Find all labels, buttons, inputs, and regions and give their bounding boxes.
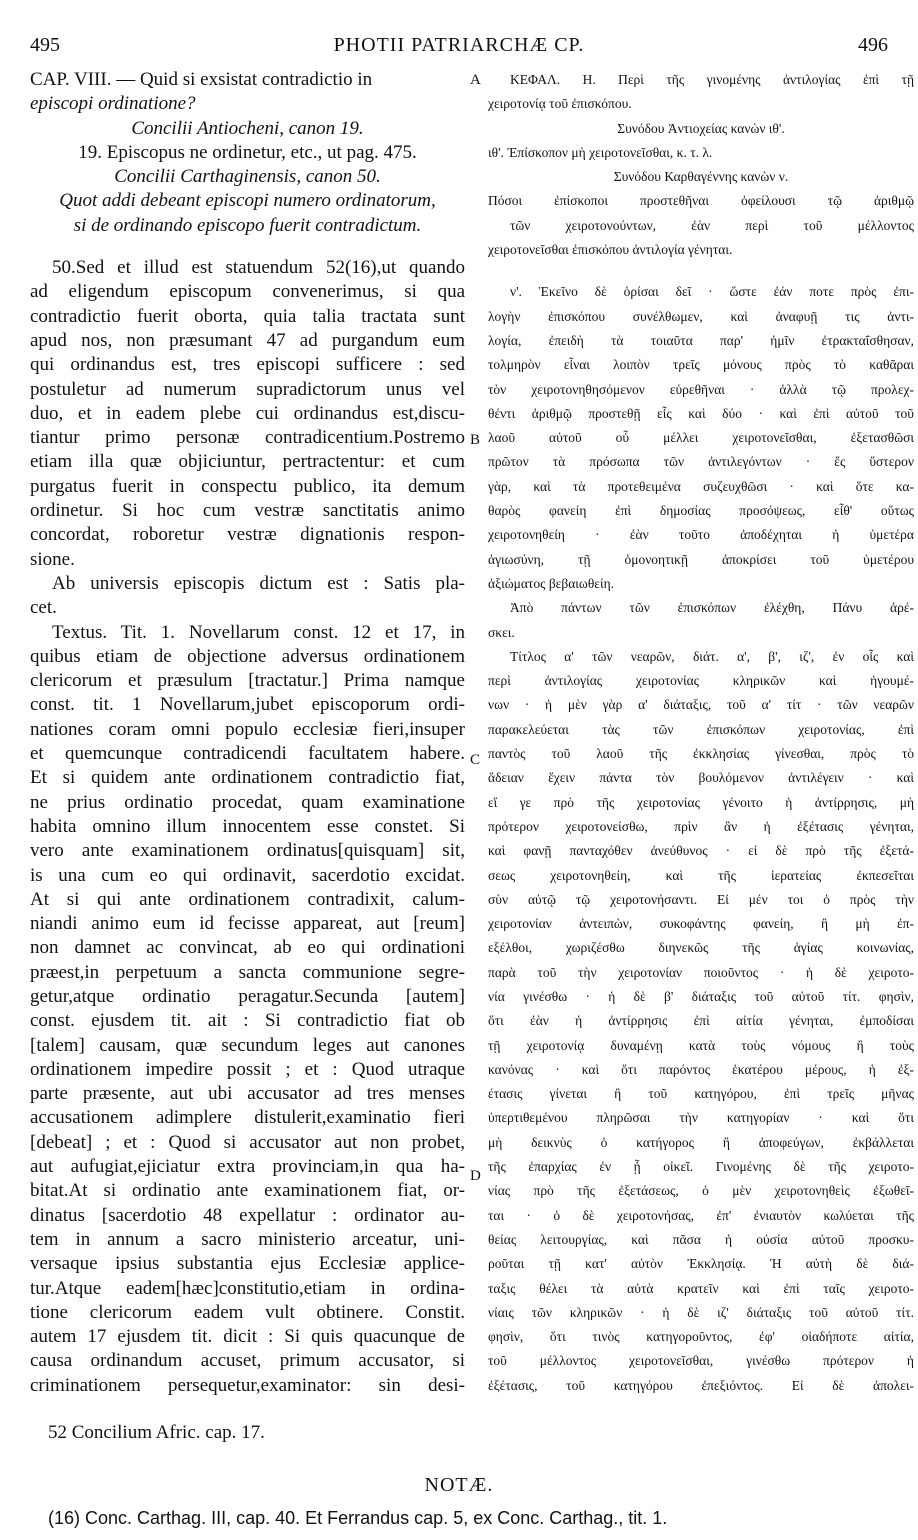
greek-line: ται · ὁ δὲ χειροτονήσας, ἐπ' ἐνιαυτὸν κωλύεται τῆς: [488, 1207, 914, 1223]
greek-line: ὑπερτιθεμένου πληρῶσαι τὴν κατηγορίαν · καὶ ὅτι: [488, 1110, 914, 1126]
section-heading: Concilii Antiocheni, canon 19.: [131, 117, 364, 139]
text-line: Ab universis episcopis dictum est : Satis pla-: [52, 572, 465, 594]
text-line: tione clericorum eadem vult obtinere. Constit.: [30, 1301, 465, 1323]
text-line: Et si quidem ante ordinationem contradictio fiat,: [30, 767, 465, 789]
text-line: [talem] causam, quæ secundum leges aut canones: [30, 1034, 465, 1056]
greek-line: καὶ φανῇ πανταχόθεν ἀνεύθυνος · εἰ δὲ πρὸ τῆς ἐξετά-: [488, 843, 914, 859]
greek-line: εἴ γε πρὸ τῆς χειροτονίας γένοιτο ἡ ἀντίρρησις, μὴ: [488, 794, 914, 810]
greek-line: Ἀπὸ πάντων τῶν ἐπισκόπων ἐλέχθη, Πάνυ ἀρέ-: [510, 600, 914, 616]
text-line: niandi animo eum id fecisse appareat, aut [reum]: [30, 913, 465, 935]
greek-line: νίαις τῶν κληρικῶν · ἡ δὲ ιζ' διάταξις τοῦ αὐτοῦ τίτ.: [488, 1304, 914, 1320]
text-line: quibus etiam de objectione adversus ordinationem: [30, 645, 465, 667]
text-line: tiantur primo personæ contradicentium.Postremo: [30, 427, 465, 449]
greek-line: ν'. Ἐκεῖνο δὲ ὁρίσαι δεῖ · ὥστε ἐάν ποτε πρὸς ἐπι-: [510, 284, 914, 300]
text-line: ordinetur. Si hoc cum vestræ sanctitatis animo: [30, 500, 465, 522]
text-line: 50.Sed et illud est statuendum 52(16),ut quando: [52, 257, 465, 279]
text-line: habita omnino illum innocentem esse constet. Si: [30, 815, 465, 837]
running-title: PHOTII PATRIARCHÆ CP.: [333, 34, 585, 56]
greek-line: χειροτονεῖσθαι ἐπισκόπου ἀντιλογία γένηται.: [488, 242, 733, 258]
greek-line: θείας λειτουργίας, καὶ πᾶσα ἡ οὐσία αὐτοῦ προσκυ-: [488, 1231, 914, 1247]
greek-line: θαρὸς φανείη ἐπὶ δημοσίας προσόψεως, εἶθ' οὕτως: [488, 503, 914, 519]
greek-line: εξέλθοι, χωριζέσθω διηνεκῶς τῆς ἁγίας κοινωνίας,: [488, 940, 914, 956]
left-page-number: 495: [30, 34, 60, 56]
greek-line: σκει.: [488, 624, 515, 640]
text-line: const. tit. 1 Novellarum,jubet episcoporum ordi-: [30, 694, 465, 716]
notae-text: (16) Conc. Carthag. III, cap. 40. Et Ferrandus cap. 5, ex Conc. Carthag., tit. 1.: [48, 1508, 668, 1528]
text-line: apud nos, non præsumant 47 ad purgandum eum: [30, 329, 465, 351]
greek-line: φησὶν, ὅτι τινὸς κατηγοροῦντος, ἐφ' οἱαδήποτε αἰτία,: [488, 1329, 914, 1345]
text-line: dinatus [sacerdotio 48 expellatur : ordinator au-: [30, 1204, 465, 1226]
greek-line: κανόνας · καὶ ὅτι παρόντος ἑκατέρου μέρους, ἡ ἐξ-: [488, 1061, 914, 1077]
greek-line: τῆς ἐπαρχίας ἐν ᾗ οἰκεῖ. Γινομένης δὲ τῆς χειροτο-: [488, 1159, 914, 1175]
text-line: aut aufugiat,ejiciatur extra provinciam,in qua ha-: [30, 1156, 465, 1178]
greek-line: ἄδειαν ἔχειν πάντα τὸν βουλόμενον ἀντιλέγειν · καὶ: [488, 770, 914, 786]
text-line: ad eligendum episcopum convenerimus, si qua: [30, 281, 465, 303]
text-line: autem 17 ejusdem tit. dicit : Si quis quacunque de: [30, 1326, 465, 1348]
greek-line: νων · ἡ μὲν γὰρ α' διάταξις, τοῦ α' τίτ · τῶν νεαρῶν: [488, 697, 914, 713]
text-line: tem in annum a sacro ministerio arceatur, uni-: [30, 1228, 465, 1250]
text-line: criminationem persequetur,examinator: sin desi-: [30, 1374, 465, 1396]
text-line: At si qui ante ordinationem contradixit, calum-: [30, 888, 465, 910]
latin-column: [30, 68, 465, 1398]
right-page-number: 496: [858, 34, 888, 56]
greek-line: χειροτονίᾳ τοῦ ἐπισκόπου.: [488, 96, 632, 112]
text-line: [debeat] ; et : Quod si accusator aut non probet,: [30, 1131, 465, 1153]
greek-line: νίας πρὸ τῆς ἐξετάσεως, ὁ μὲν χειροτονηθεὶς ἐξωθεῖ-: [488, 1183, 914, 1199]
text-line: tur.Atque eadem[hæc]constitutio,etiam in ordina-: [30, 1277, 465, 1299]
text-line: bitat.At si ordinatio ante examinationem fiat, or-: [30, 1180, 465, 1202]
canon-line: 19. Episcopus ne ordinetur, etc., ut pag. 475.: [78, 141, 417, 163]
text-line: causa ordinandum accuset, primum accusator, si: [30, 1350, 465, 1372]
greek-line: Πόσοι ἐπίσκοποι προστεθῆναι ὀφείλουσι τῷ ἀριθμῷ: [488, 193, 914, 209]
text-line: accusationem adimplere distulerit,examinatio fieri: [30, 1107, 465, 1129]
chapter-heading-cont: episcopi ordinatione?: [30, 93, 196, 115]
greek-line: Τίτλος α' τῶν νεαρῶν, διάτ. α', β', ιζ', ἐν οἷς καὶ: [510, 648, 914, 664]
margin-marker-c: C: [470, 752, 481, 768]
text-line: et quemcunque contradicendi facultatem habere.: [30, 743, 465, 765]
text-line: concordat, roboretur vestræ dignationis respon-: [30, 524, 465, 546]
greek-line: παντὸς τοῦ λαοῦ τῆς ἐκκλησίας γίνεσθαι, πρὸς τὸ: [488, 746, 914, 762]
greek-line: παρὰ τοῦ τὴν χειροτονίαν ποιοῦντος · ἡ δὲ χειροτο-: [488, 964, 914, 980]
greek-line: τῶν χειροτονούντων, ἐὰν περὶ τοῦ μέλλοντος: [510, 217, 914, 233]
text-line: parte præsente, aut ubi accusator ad tres menses: [30, 1083, 465, 1105]
text-line: is una cum eo qui ordinavit, sacerdotio excidat.: [30, 864, 465, 886]
textus-line: Textus. Tit. 1. Novellarum const. 12 et 17, in: [52, 621, 465, 643]
greek-line: πρῶτον τὰ πρόσωπα τῶν ἀντιλεγόντων · ἔς ὕστερον: [488, 454, 914, 470]
greek-section-heading: Συνόδου Ἀντιοχείας κανὼν ιθ'.: [617, 120, 785, 136]
chapter-heading: CAP. VIII. — Quid si exsistat contradictio in: [30, 69, 373, 90]
greek-line: γὰρ, καὶ τὰ προτεθειμένα συζευχθῶσι · καὶ ὅτε κα-: [488, 478, 914, 494]
margin-marker-d: D: [470, 1168, 481, 1184]
greek-line: πρότερον χειροτονείσθω, πρὶν ἂν ἡ ἐξέτασις γένηται,: [488, 818, 914, 834]
footnote: 52 Concilium Afric. cap. 17.: [48, 1422, 265, 1443]
greek-line: χειροτονίαν ἀντειπὼν, συκοφάντης φανείη, ἢ μὴ ἐπ-: [488, 916, 914, 932]
text-line: nationes coram omni populo ecclesiæ fieri,insuper: [30, 718, 465, 740]
greek-line: σεως χειροτονηθείη, καὶ τῆς ἱερατείας ἐκπεσεῖται: [488, 867, 914, 883]
text-line: postuletur ad numerum supradictorum unus vel: [30, 378, 465, 400]
greek-line: σὺν αὐτῷ τῷ χειροτονήσαντι. Εἰ μέν τοι ὁ πρὸς τὴν: [488, 891, 914, 907]
greek-line: ἁγιωσύνη, τῇ ὁμονοητικῇ ἀποκρίσει τοῦ ὑμετέρου: [488, 551, 914, 567]
greek-line: παρακελεύεται τὰς τῶν ἐπισκόπων χειροτονίας, ἐπὶ: [488, 721, 914, 737]
greek-chapter-heading: ΚΕΦΑΛ. Η. Περὶ τῆς γινομένης ἀντιλογίας ἐπὶ τῇ: [510, 72, 914, 87]
canon-title-cont: si de ordinando episcopo fuerit contradictum.: [73, 214, 422, 236]
greek-line: νία γινέσθω · ἡ δὲ β' διάταξις τοῦ αὐτοῦ τίτ. φησὶν,: [488, 988, 914, 1004]
greek-line: τῇ χειροτονίᾳ δυναμένῃ κατὰ τοὺς νόμους ἢ τοὺς: [488, 1037, 914, 1053]
greek-line: τοῦ μέλλοντος χειροτονεῖσθαι, γινέσθω πρότερον ἡ: [488, 1353, 914, 1369]
text-line: const. ejusdem tit. ait : Si contradictio fiat ob: [30, 1010, 465, 1032]
text-line: versaque ipsius substantia ejus Ecclesiæ applice-: [30, 1253, 465, 1275]
greek-column: [488, 68, 914, 1398]
greek-line: λαοῦ αὐτοῦ οὗ μέλλει χειροτονεῖσθαι, ἐξετασθῶσι: [488, 430, 914, 446]
text-line: getur,atque ordinatio peragatur.Secunda [autem]: [30, 985, 465, 1007]
text-line: cet.: [30, 597, 57, 619]
greek-line: ἀξιώματος βεβαιωθείη.: [488, 575, 615, 591]
text-line: qui ordinandus est, tres episcopi sufficere : sed: [30, 354, 465, 376]
text-line: contradictio fuerit oborta, quia talia tractata sunt: [30, 305, 465, 327]
text-line: vero ante examinationem ordinatus[quisquam] sit,: [30, 840, 465, 862]
page-header: [30, 34, 888, 64]
text-line: purgatus fuerit in conspectu publico, ita demum: [30, 475, 465, 497]
canon-title: Quot addi debeant episcopi numero ordinatorum,: [59, 190, 436, 212]
greek-line: ὅτι ἐὰν ἡ ἀντίρρησις ἐπὶ αἰτία γένηται, ἐμποδίσαι: [488, 1013, 914, 1029]
greek-line: ροῦται τῇ κατ' αὐτὸν Ἐκκλησίᾳ. Ἡ αὐτὴ δὲ διά-: [488, 1256, 914, 1272]
text-line: sione.: [30, 548, 75, 570]
greek-line: ταξις θέλει τὰ αὐτὰ κρατεῖν καὶ ἐπὶ ταῖς χειροτο-: [488, 1280, 914, 1296]
text-line: præest,in perpetuum a sancta communione segre-: [30, 961, 465, 983]
greek-line: λογία, ἐπειδὴ τὰ τοιαῦτα παρ' ἡμῖν ἐτρακταΐσθησαν,: [488, 332, 914, 348]
greek-line: μὴ δεικνὺς ὁ κατήγορος ἢ ἀποφεύγων, ἐκβάλλεται: [488, 1134, 914, 1150]
greek-line: ιθ'. Ἐπίσκοπον μὴ χειροτονεῖσθαι, κ. τ. λ.: [488, 144, 713, 160]
greek-line: τολμηρὸν εἶναι λοιπὸν τρεῖς μόνους πρὸς τὸ καθᾶραι: [488, 357, 914, 373]
greek-line: θέντι ἀριθμῷ προστεθῇ εἷς καὶ δύο · καὶ ἐπὶ αὐτοῦ τοῦ: [488, 405, 914, 421]
margin-marker-b: B: [470, 432, 481, 448]
text-line: non damnet ac convincat, ab eo qui ordinationi: [30, 937, 465, 959]
margin-marker-a: A: [470, 72, 481, 88]
text-line: clericorum et præsulum [tractatur.] Prima namque: [30, 670, 465, 692]
greek-line: περὶ ἀντιλογίας χειροτονίας κληρικῶν καὶ ἡγουμέ-: [488, 673, 914, 689]
notae-heading: NOTÆ.: [424, 1474, 494, 1496]
text-line: ne prius ordinatio procedat, quam examinatione: [30, 791, 465, 813]
greek-line: λογὴν ἐπισκόπου συνέλθωμεν, καὶ ἀναφυῇ τις ἀντι-: [488, 308, 914, 324]
greek-line: ἐξέτασις, τοῦ κατηγόρου ἐπεξιόντος. Εἰ δὲ ἀπολει-: [488, 1377, 914, 1393]
section-heading: Concilii Carthaginensis, canon 50.: [114, 166, 381, 188]
greek-line: έτασις γίνεται ἢ τοῦ κατηγόρου, ἐπὶ τρεῖς μῆνας: [488, 1086, 914, 1102]
text-line: ordinationem impedire possit ; et : Quod utraque: [30, 1058, 465, 1080]
text-line: etiam illa quæ objiciuntur, pertractentur: et cum: [30, 451, 465, 473]
greek-line: χειροτονηθείη · ἐὰν τοῦτο ἀποδέχηται ἡ ὑμετέρα: [488, 527, 914, 543]
greek-line: τὸν χειροτονηθησόμενον εὑρεθῆναι · ἀλλὰ τῷ προλεχ-: [488, 381, 914, 397]
greek-section-heading: Συνόδου Καρθαγέννης κανὼν ν.: [613, 169, 789, 185]
text-line: duo, et in eadem plebe cui ordinandus est,discu-: [30, 402, 465, 424]
